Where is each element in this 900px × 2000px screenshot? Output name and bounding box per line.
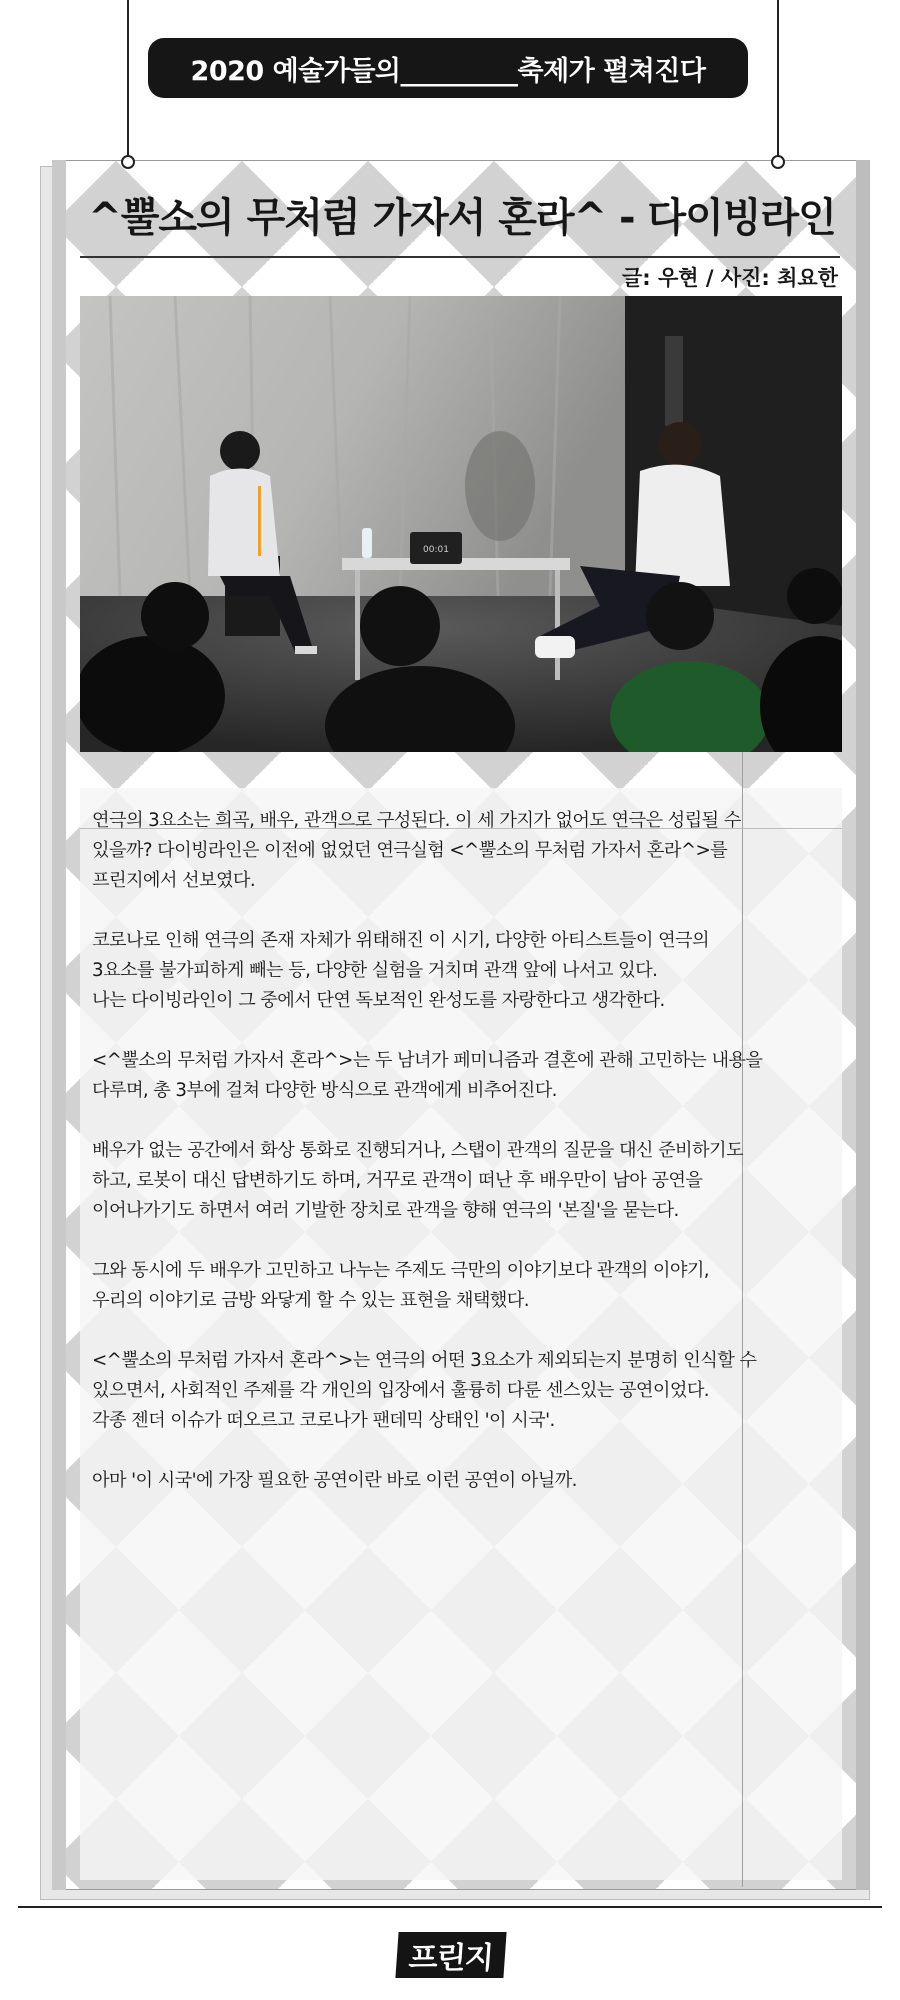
title-divider bbox=[80, 256, 840, 258]
device-screen-text: 00:01 bbox=[423, 545, 449, 555]
board-edge-right bbox=[856, 160, 870, 1890]
fringe-logo: 프린지 bbox=[395, 1932, 506, 1978]
paragraph-2: 코로나로 인해 연극의 존재 자체가 위태해진 이 시기, 다양한 아티스트들이 연극의 3요소를 불가피하게 빼는 등, 다양한 실험을 거치며 관객 앞에 나서고 있다. 나는 다이빙라인이 그 중에서 단연 독보적인 완성도를 자랑한다고 생각한다. bbox=[92, 930, 709, 1011]
paragraph-1: 연극의 3요소는 희곡, 배우, 관객으로 구성된다. 이 세 가지가 없어도 연극은 성립될 수 있을까? 다이빙라인은 이전에 없었던 연극실험 <^뿔소의 무처럼 가자서 혼라^>를 프린지에서 선보였다. bbox=[92, 810, 741, 891]
headline-banner: 2020 예술가들의_________축제가 펼쳐진다 bbox=[148, 38, 748, 98]
performance-photo bbox=[80, 296, 842, 752]
hanging-string-left bbox=[127, 0, 129, 162]
hanging-string-right bbox=[777, 0, 779, 162]
paragraph-5: 그와 동시에 두 배우가 고민하고 나누는 주제도 극만의 이야기보다 관객의 이야기, 우리의 이야기로 금방 와닿게 할 수 있는 표현을 채택했다. bbox=[92, 1260, 709, 1311]
pin-right-icon bbox=[771, 155, 785, 169]
article-credit: 글: 우현 / 사진: 최요한 bbox=[622, 266, 838, 290]
paragraph-4: 배우가 없는 공간에서 화상 통화로 진행되거나, 스탭이 관객의 질문을 대신 준비하기도 하고, 로봇이 대신 답변하기도 하며, 거꾸로 관객이 떠난 후 배우만이 남아 공연을 이어나가기도 하면서 여러 기발한 장치로 관객을 향해 연극의 '본질'을 묻는다. bbox=[92, 1140, 743, 1221]
article-body bbox=[92, 806, 832, 1526]
paragraph-3: <^뿔소의 무처럼 가자서 혼라^>는 두 남녀가 페미니즘과 결혼에 관해 고민하는 내용을 다루며, 총 3부에 걸쳐 다양한 방식으로 관객에게 비추어진다. bbox=[92, 1050, 763, 1101]
pin-left-icon bbox=[121, 155, 135, 169]
paragraph-7: 아마 '이 시국'에 가장 필요한 공연이란 바로 이런 공연이 아닐까. bbox=[92, 1470, 577, 1491]
article-title: ^뿔소의 무처럼 가자서 혼라^ - 다이빙라인 bbox=[88, 195, 836, 241]
board-edge-left bbox=[52, 160, 66, 1890]
footer-divider bbox=[18, 1906, 882, 1908]
paragraph-6: <^뿔소의 무처럼 가자서 혼라^>는 연극의 어떤 3요소가 제외되는지 분명히 인식할 수 있으면서, 사회적인 주제를 각 개인의 입장에서 훌륭히 다룬 센스있는 공연이었다. 각종 젠더 이슈가 떠오르고 코로나가 팬데믹 상태인 '이 시국'. bbox=[92, 1350, 757, 1431]
